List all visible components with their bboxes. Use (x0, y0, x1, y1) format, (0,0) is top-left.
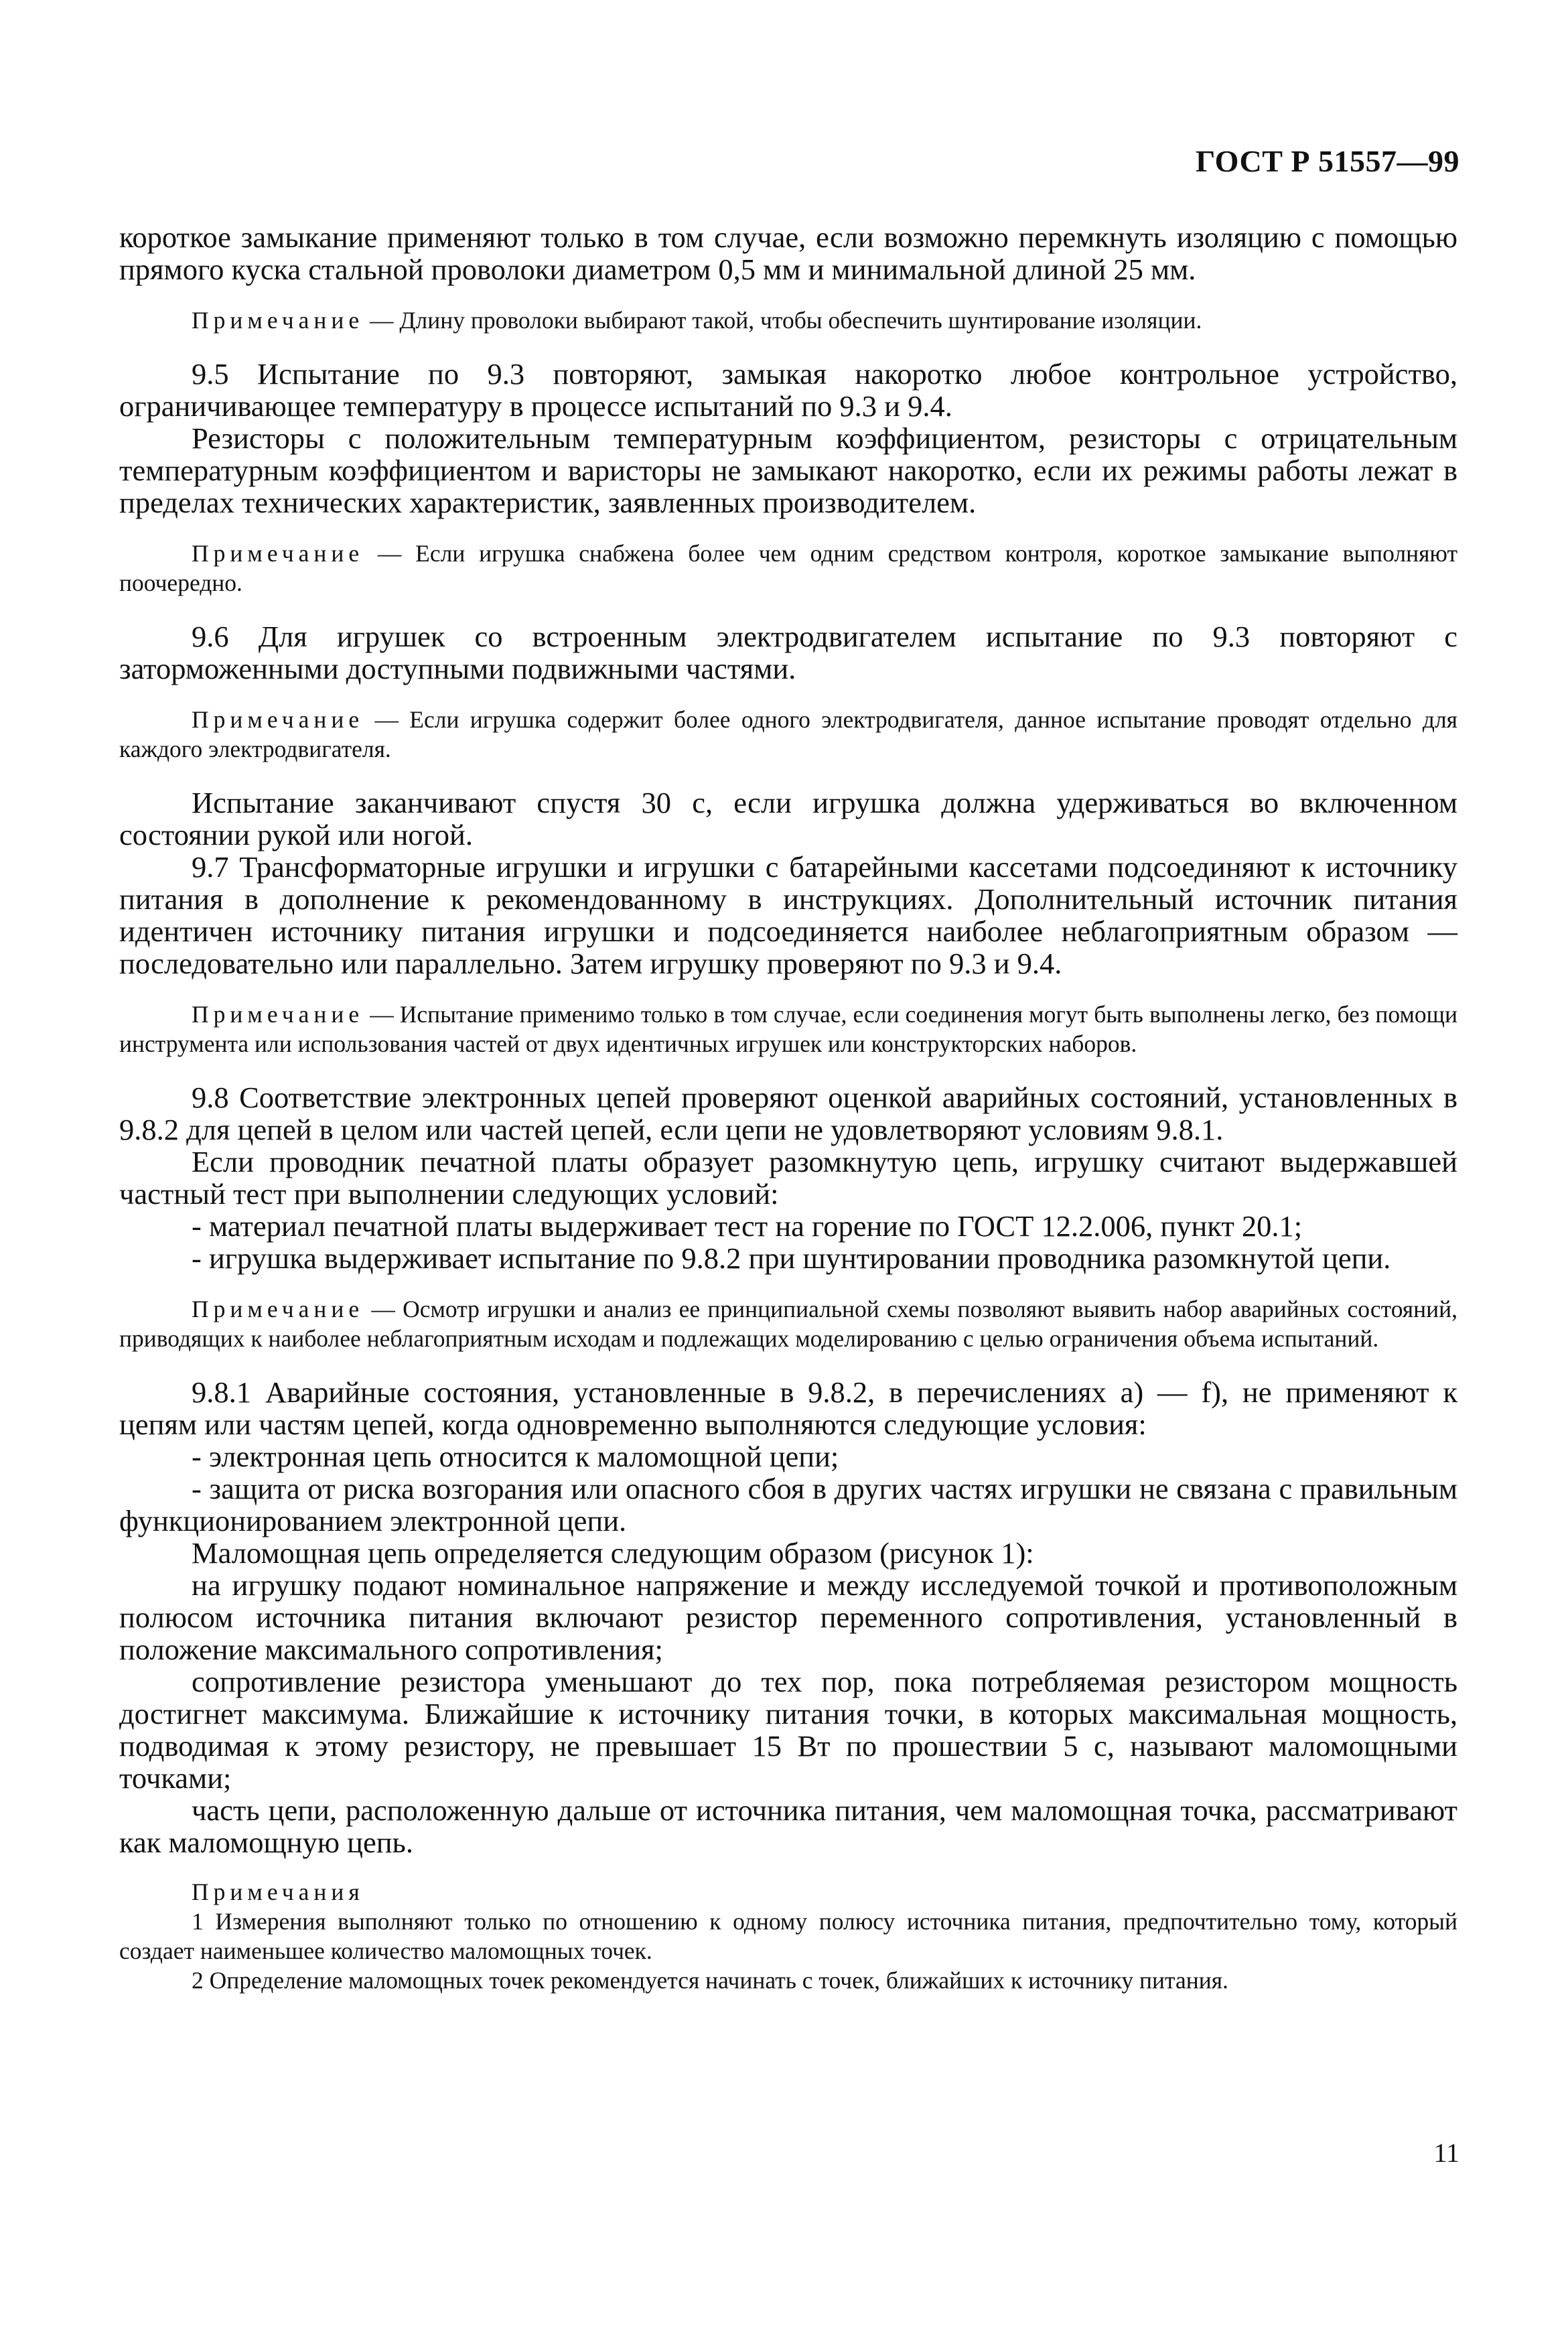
note-3 (119, 705, 1457, 764)
paragraph-pcb: Если проводник печатной платы образует разомкнутую цепь, игрушку считают выдержавшей частный тест при выполнении следующих условий: (119, 1145, 1457, 1211)
paragraph-step: часть цепи, расположенную дальше от источника питания, чем маломощная точка, рассматривают как маломощную цепь. (119, 1793, 1457, 1859)
clause-9-6: 9.6 Для игрушек со встроенным электродвигателем испытание по 9.3 повторяют с заторможенными доступными подвижными частями. (119, 620, 1457, 685)
note-text: — Если игрушка снабжена более чем одним средством контроля, короткое замыкание выполняют поочередно. (119, 540, 1457, 596)
note-5 (119, 1294, 1457, 1353)
note-text: — Длину проволоки выбирают такой, чтобы обеспечить шунтирование изоляции. (364, 307, 1202, 334)
note-text: — Осмотр игрушки и анализ ее принципиальной схемы позволяют выявить набор аварийных состояний, приводящих к наиболее неблагоприятным исходам и подлежащих моделированию с целью ограничения объема испытаний. (119, 1296, 1457, 1352)
list-item: - защита от риска возгорания или опасного сбоя в других частях игрушки не связана с правильным функционированием электронной цепи. (119, 1472, 1457, 1537)
paragraph-test-end: Испытание заканчивают спустя 30 с, если игрушка должна удерживаться во включенном состоянии рукой или ногой. (119, 786, 1457, 851)
clause-9-5: 9.5 Испытание по 9.3 повторяют, замыкая накоротко любое контрольное устройство, ограничивающее температуру в процессе испытаний по 9.3 и 9.4. (119, 357, 1457, 423)
paragraph-step: сопротивление резистора уменьшают до тех пор, пока потребляемая резистором мощность достигнет максимума. Ближайшие к источнику питания точки, в которых максимальная мощность, подводимая к этому резистору, не превышает 15 Вт по прошествии 5 с, называют маломощными точками; (119, 1665, 1457, 1795)
note-2 (119, 539, 1457, 598)
standard-designation: ГОСТ Р 51557—99 (1196, 144, 1459, 178)
note-text: — Испытание применимо только в том случае, если соединения могут быть выполнены легко, без помощи инструмента или использования частей от двух идентичных игрушек или конструкторских наборов. (119, 1001, 1457, 1057)
note-text: — Если игрушка содержит более одного электродвигателя, данное испытание проводят отдельно для каждого электродвигателя. (119, 706, 1457, 762)
list-item: - материал печатной платы выдерживает тест на горение по ГОСТ 12.2.006, пункт 20.1; (192, 1209, 1303, 1243)
page-number: 11 (1433, 2138, 1459, 2168)
paragraph-low-power: Маломощная цепь определяется следующим образом (рисунок 1): (192, 1536, 1034, 1570)
clause-9-7: 9.7 Трансформаторные игрушки и игрушки с батарейными кассетами подсоединяют к источнику питания в дополнение к рекомендованному в инструкциях. Дополнительный источник питания идентичен источнику питания игрушки и подсоединяется наиболее неблагоприятным образом — последовательно или параллельно. Затем игрушку проверяют по 9.3 и 9.4. (119, 850, 1457, 980)
note-label: Примечание (192, 706, 364, 733)
note-label: Примечание (192, 540, 364, 567)
note-label: Примечание (192, 1001, 364, 1028)
notes-heading: Примечания (192, 1878, 364, 1905)
clause-9-8-1: 9.8.1 Аварийные состояния, установленные в 9.8.2, в перечислениях а) — f), не применяют к цепям или частям цепей, когда одновременно выполняются следующие условия: (119, 1375, 1457, 1441)
note-1 (119, 305, 1457, 335)
note-4 (119, 1000, 1457, 1058)
list-item: - игрушка выдерживает испытание по 9.8.2 при шунтировании проводника разомкнутой цепи. (192, 1241, 1391, 1275)
note-item: 1 Измерения выполняют только по отношению к одному полюсу источника питания, предпочтительно тому, который создает наименьшее количество маломощных точек. (119, 1908, 1457, 1964)
paragraph-resistors: Резисторы с положительным температурным коэффициентом, резисторы с отрицательным температурным коэффициентом и варисторы не замыкают накоротко, если их режимы работы лежат в пределах технических характеристик, заявленных производителем. (119, 421, 1457, 519)
note-label: Примечание (192, 1296, 364, 1322)
note-item: 2 Определение маломощных точек рекомендуется начинать с точек, ближайших к источнику питания. (192, 1967, 1228, 1994)
list-item: - электронная цепь относится к маломощной цепи; (192, 1440, 839, 1473)
clause-9-8: 9.8 Соответствие электронных цепей проверяют оценкой аварийных состояний, установленных в 9.8.2 для цепей в целом или частей цепей, если цепи не удовлетворяют условиям 9.8.1. (119, 1081, 1457, 1146)
note-label: Примечание (192, 307, 364, 334)
page-body (119, 221, 1457, 1995)
paragraph-continuation: короткое замыкание применяют только в том случае, если возможно перемкнуть изоляцию с помощью прямого куска стальной проволоки диаметром 0,5 мм и минимальной длиной 25 мм. (119, 220, 1457, 286)
paragraph-step: на игрушку подают номинальное напряжение и между исследуемой точкой и противоположным полюсом источника питания включают резистор переменного сопротивления, установленный в положение максимального сопротивления; (119, 1568, 1457, 1666)
